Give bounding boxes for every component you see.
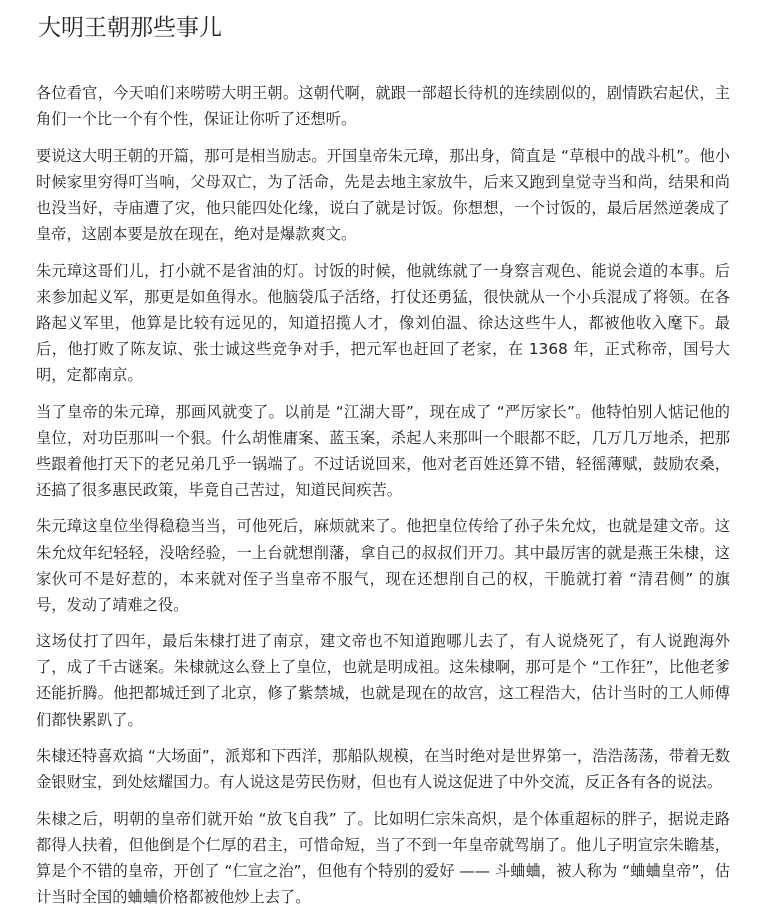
article-body: [36, 80, 730, 921]
paragraph-yongle: 这场仗打了四年，最后朱棣打进了南京，建文帝也不知道跑哪儿去了，有人说烧死了，有人说跑海外了，成了千古谜案。朱棣就这么登上了皇位，也就是明成祖。这朱棣啊，那可是个 “工作狂”，比他老爹还能折腾。他把都城迁到了北京，修了紫禁城，也就是现在的故宫，这工程浩大，估计当时的工人师傅们都快累趴了。: [36, 632, 730, 729]
paragraph-rise: 朱元璋这哥们儿，打小就不是省油的灯。讨饭的时候，他就练就了一身察言观色、能说会道的本事。后来参加起义军，那更是如鱼得水。他脑袋瓜子活络，打仗还勇猛，很快就从一个小兵混成了将领。在各路起义军里，他算是比较有远见的，知道招揽人才，像刘伯温、徐达这些牛人，都被他收入麾下。最后，他打败了陈友谅、张士诚这些竞争对手，把元军也赶回了老家，在 1368 年，正式称帝，国号大明，定都南京。: [36, 261, 730, 384]
paragraph-zheng-he: 朱棣还特喜欢搞 “大场面”，派郑和下西洋，那船队规模，在当时绝对是世界第一，浩浩荡荡，带着无数金银财宝，到处炫耀国力。有人说这是劳民伤财，但也有人说这促进了中外交流，反正各有各的说法。: [36, 747, 730, 792]
paragraph-later-emperors: 朱棣之后，明朝的皇帝们就开始 “放飞自我” 了。比如明仁宗朱高炽，是个体重超标的胖子，据说走路都得人扶着，但他倒是个仁厚的君主，可惜命短，当了不到一年皇帝就驾崩了。他儿子明宣宗朱瞻基，算是个不错的皇帝，开创了 “仁宣之治”，但他有个特别的爱好 —— 斗蛐蛐，被人称为 “蛐蛐皇帝”，估计当时全国的蛐蛐价格都被他炒上去了。: [36, 809, 730, 907]
paragraph-intro: 各位看官，今天咱们来唠唠大明王朝。这朝代啊，就跟一部超长待机的连续剧似的，剧情跌宕起伏，主角们一个比一个有个性，保证让你听了还想听。: [36, 84, 730, 129]
article-title: 大明王朝那些事儿: [38, 15, 222, 41]
paragraph-emperor-rule: 当了皇帝的朱元璋，那画风就变了。以前是 “江湖大哥”，现在成了 “严厉家长”。他特怕别人惦记他的皇位，对功臣那叫一个狠。什么胡惟庸案、蓝玉案，杀起人来那叫一个眼都不眨，几万几万地杀，把那些跟着他打天下的老兄弟几乎一锅端了。不过话说回来，他对老百姓还算不错，轻徭薄赋，鼓励农桑，还搞了很多惠民政策，毕竟自己苦过，知道民间疾苦。: [36, 402, 730, 499]
paragraph-founding: 要说这大明王朝的开篇，那可是相当励志。开国皇帝朱元璋，那出身，简直是 “草根中的战斗机”。他小时候家里穷得叮当响，父母双亡，为了活命，先是去地主家放牛，后来又跑到皇觉寺当和尚，结果和尚也没当好，寺庙遭了灾，他只能四处化缘，说白了就是讨饭。你想想，一个讨饭的，最后居然逆袭成了皇帝，这剧本要是放在现在，绝对是爆款爽文。: [36, 146, 730, 243]
paragraph-succession: 朱元璋这皇位坐得稳稳当当，可他死后，麻烦就来了。他把皇位传给了孙子朱允炆，也就是建文帝。这朱允炆年纪轻轻，没啥经验，一上台就想削藩，拿自己的叔叔们开刀。其中最厉害的就是燕王朱棣，这家伙可不是好惹的，本来就对侄子当皇帝不服气，现在还想削自己的权，干脆就打着 “清君侧” 的旗号，发动了靖难之役。: [36, 517, 730, 614]
